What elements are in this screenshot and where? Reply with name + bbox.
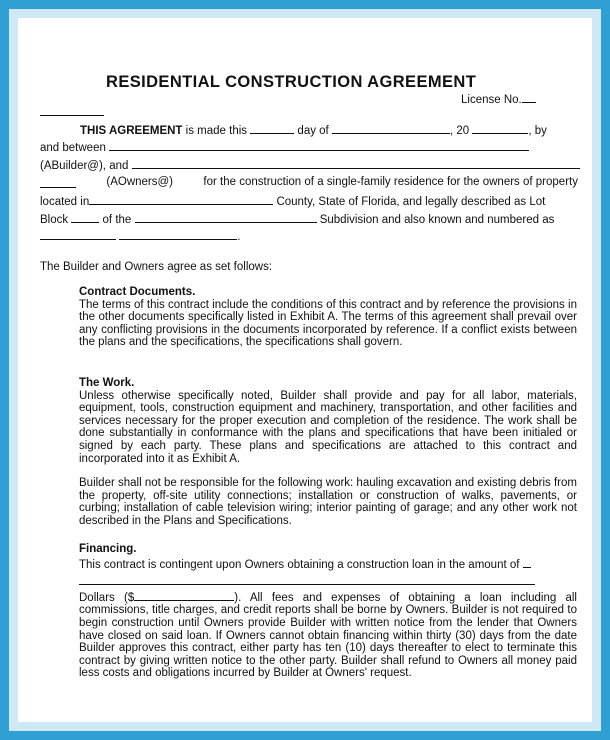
section-body-2: Builder shall not be responsible for the following work: hauling excavation and existing debris from the property, off-site utility connections; installation or construction of walks, pavements, or curbing; installation of cable television wiring; interior painting of garage; and any other work not described in the Plans and Specifications. — [79, 477, 577, 527]
block-line: Block of the Subdivision and also known and numbered as — [40, 211, 578, 226]
document-page — [18, 18, 592, 722]
agreement-line: THIS AGREEMENT is made this day of , 20 , by — [40, 122, 578, 137]
license-blank[interactable] — [522, 91, 536, 103]
section-body-2: Dollars ($ ). All fees and expenses of obtaining a loan including all commissions, title charges, and credit reports shall be borne by Owners. Builder is not required to begin construction until Owners provide Builder with written notice from the lender that Owners have closed on said loan. If Owners cannot obtain financing within thirty (30) days from the date Builder approves this contract, either party has ten (10) days thereafter to elect to terminate this contract by giving written notice to the other party. Builder shall refund to Owners all money paid less costs and obligations incurred by Builder at Owners' request. — [79, 589, 577, 680]
between-line: and between — [40, 139, 578, 154]
owners-line: (AOwners@) for the construction of a single-family residence for the owners of property — [40, 176, 578, 188]
agree-statement: The Builder and Owners agree as set follows: — [40, 261, 273, 273]
section-body: Unless otherwise specifically noted, Builder shall provide and pay for all labor, materials, equipment, tools, construction equipment and machinery, transportation, and other facilities and services necessary for the proper execution and completion of the residence. The work shall be done substantially in conformance with the plans and specifications that have been initialed or signed by each party. These plans and specifications are attached to this contract and incorporated into it as Exhibit A. — [79, 389, 577, 465]
section-body: This contract is contingent upon Owners obtaining a construction loan in the amount of — [79, 556, 577, 572]
section-body: The terms of this contract include the conditions of this contract and by reference the provisions in the other documents specifically listed in Exhibit A. The terms of this agreement shall prevail over any conflicting provisions in the documents incorporated by reference. If a conflict exists between the plans and the specifications, the specifications shall govern. — [79, 298, 577, 349]
license-label: License No. — [461, 91, 536, 106]
section-heading: The Work. — [79, 377, 135, 389]
loan-amount-blank — [79, 573, 577, 589]
section-financing — [79, 543, 577, 680]
section-heading: Contract Documents. — [79, 286, 196, 298]
builder-line: (ABuilder@), and — [40, 157, 578, 172]
date-blank-top[interactable] — [40, 115, 104, 116]
document-title: RESIDENTIAL CONSTRUCTION AGREEMENT — [106, 73, 477, 91]
section-heading: Financing. — [79, 543, 137, 555]
section-the-work — [79, 377, 577, 528]
location-line: located in County, State of Florida, and legally described as Lot — [40, 193, 578, 208]
section-contract-documents — [79, 286, 577, 349]
known-as-line: . — [40, 228, 240, 243]
